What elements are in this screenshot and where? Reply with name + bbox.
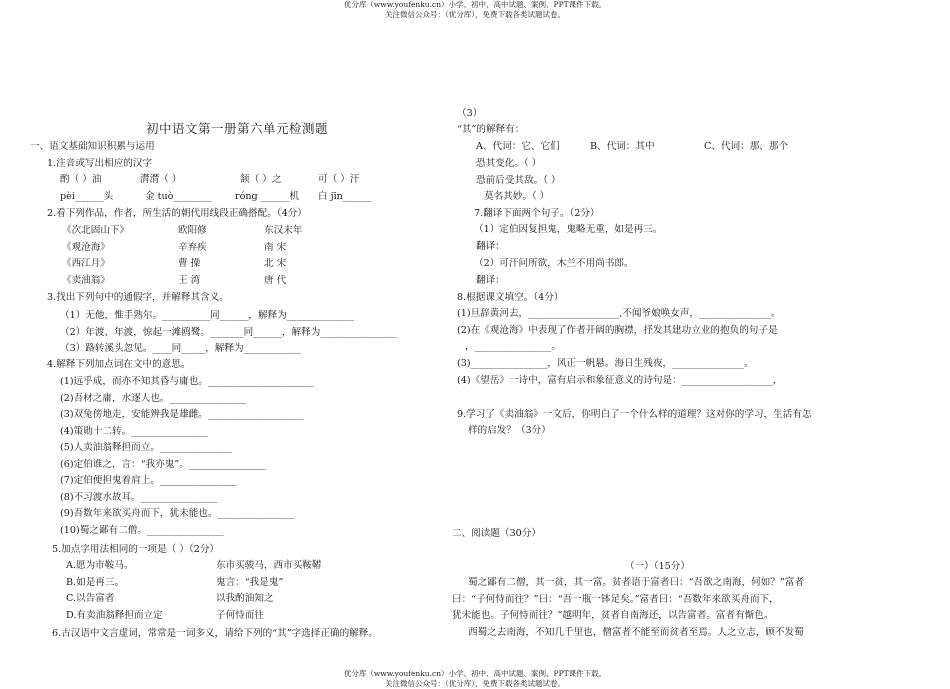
q2-work: 《西江月》 [62,258,110,269]
q2-author: 欧阳修 [178,225,207,236]
q4-item: (8)不习渡水故耳。________________ [60,491,218,503]
q7-sentence-1: （1）定伯因复担鬼，鬼略无重，如是再三。 [474,224,663,235]
page-title: 初中语文第一册第六单元检测题 [146,121,329,136]
section-2-heading: 二、阅读题（30分） [452,528,541,539]
q9-prompt: 9.学习了《卖油翁》一文后，你明白了一个什么样的道理？这对你的学习，生活有怎 [457,409,812,420]
q1-row1-item: 颔（ ）之 [240,174,282,185]
item-number-3: （3） [457,108,483,119]
q3-item: （2）年渡、年渡，惊起一滩鸥鹭。_______同______，解释为________________ [60,326,398,338]
q2-dynasty: 北 宋 [264,258,287,269]
q8-item: ，________________。 [465,341,561,352]
q8-item: (1)旦辞黄河去，___________________,不闻爷娘唤女声，_______________。 [457,308,781,319]
qi-label: “其”的解释有： [457,124,525,135]
q5-prompt: 5.加点字用法相同的一项是（ ）（2分） [52,544,220,555]
q7-prompt: 7.翻译下面两个句子。（2分） [474,208,600,219]
q2-author: 曹 操 [178,258,201,269]
q4-item: (7)定伯便担鬼着肩上。________________ [60,475,237,486]
reading-1-heading: （一）（15分） [625,561,690,572]
passage-line: 犹未能也。子何恃而往？”越明年，贫者自南海还，以告富者。富者有惭色。 [452,610,774,621]
footer-line-2: 关注微信公众号：（优分库），免费下载各类试题试卷。 [385,679,565,688]
q4-item: (5)人卖油翁释担而立。_______________ [60,442,232,453]
q5-option-pair: 子何恃而往 [216,609,264,621]
q1-row2-item: 金 tuò________ [145,191,212,202]
header-line-2: 关注微信公众号：（优分库），免费下载各类试题试卷。 [385,10,565,19]
passage-line: 西蜀之去南海，不知几千里也，僧富者不能至而贫者至焉。人之立志，顾不发蜀 [468,627,804,638]
footer-line-1: 优分库（www.youfenku.cn）小学、初中、高中试题、案例、PPT课件下载。 [343,669,607,678]
q5-option: D.有卖油翁释担而立定 [66,609,163,621]
q5-option: A.愿为市鞍马。 [66,560,134,571]
q1-row1-item: 潸潸（ ） [140,174,182,185]
q4-item: (3)双兔傍地走，安能辨我是雄雌。____________________ [60,409,304,420]
q5-option-pair: 鬼言：“我是鬼” [216,576,284,588]
q5-option-pair: 以我酌油知之 [216,593,274,604]
q8-item: (4)《望岳》一诗中，富有启示和象征意义的诗句是：___________________， [457,375,783,386]
q1-row2-item: róng ______机 [235,191,300,202]
q7-translate-1: 翻译： [476,241,505,252]
q2-work: 《观沧海》 [62,241,110,253]
q1-row1-item: 可（ ）汗 [318,174,360,185]
passage-line: 蜀之鄙有二僧，其一贫，其一富。贫者语于富者曰：“吾欲之南海，何如？”富者 [468,577,804,588]
section-1-heading: 一、语文基础知识积累与运用 [30,141,155,152]
q3-prompt: 3.找出下列句中的通假字，并解释其含义。 [47,292,229,303]
q1-row2-item: 白 jīn______ [318,191,372,202]
q5-option: C.以告富者 [66,593,115,604]
page-footer [0,669,950,689]
q4-item: (1)远乎成，而亦不知其昏与庸也。______________________ [60,376,314,387]
q4-item: (9)吾数年来欲买舟而下，犹未能也。________________ [60,508,295,519]
q5-option-pair: 东市买骏马，西市买鞍鞯 [216,560,322,571]
qi-item: 恐其变化。（ ） [476,158,542,169]
passage-line: 曰：“子何恃而往？”曰：“吾一瓶一钵足矣。”富者曰：“吾数年来欲买舟而下， [452,594,779,605]
q2-work: 《卖油翁》 [62,274,110,286]
header-line-1: 优分库（www.youfenku.cn）小学、初中、高中试题、案例、PPT课件下载。 [343,0,607,9]
qi-item: 恐前后受其敌。（ ） [476,174,561,186]
q2-work: 《次北固山下》 [62,225,130,236]
q4-item: (4)策勋十二转。________________ [60,425,208,437]
page-header [0,0,950,20]
q2-dynasty: 东汉末年 [264,225,303,236]
q6-prompt: 6.古汉语中文言虚词，常常是一词多义，请给下列的“其”字选择正确的解释。 [52,628,378,639]
q1-prompt: 1.注音或写出相应的汉字 [47,158,153,169]
q9-prompt-cont: 样的启发？（3分） [468,425,551,436]
q1-row2-item: pèi______头 [60,191,114,202]
q2-dynasty: 唐 代 [264,274,287,286]
qi-item: 莫名其妙。（ ） [484,191,550,202]
q4-prompt: 4.解释下列加点词在文中的意思。 [47,359,191,370]
q7-translate-2: 翻译： [476,275,505,286]
q5-option: B.如是再三。 [66,576,125,588]
q8-prompt: 8.根据课文填空。（4分） [457,292,564,303]
q2-dynasty: 南 宋 [264,241,287,253]
q7-sentence-2: （2）可汗问所欲，木兰不用尚书郎。 [474,258,634,269]
q2-prompt: 2.看下列作品，作者，所生活的朝代用线段正确搭配。（4分） [47,208,307,219]
q1-row1-item: 酌（ ）油 [60,174,102,185]
q3-item: （3）路转溪头忽见。____同_____，解释为____________ [60,343,302,354]
q2-author: 王 湾 [178,274,201,286]
qi-option: B、代词：其中 [590,141,655,152]
qi-option: C、代词：那、那个 [704,141,789,152]
q8-item: (2)在《观沧海》中表现了作者开阔的胸襟，抒发其建功立业的抱负的句子是 [457,325,778,336]
q4-item: (2)吾材之庸，水逐人也。________________ [60,392,247,404]
q4-item: (10)蜀之鄙有二僧。________________ [60,524,224,536]
q4-item: (6)定伯谁之，言：“我亦鬼”。________________ [60,458,266,470]
q2-author: 辛弃疾 [178,241,207,253]
qi-option: A、代词：它、它们 [476,141,560,152]
q8-item: (3)________________，风正一帆悬。海日生残夜，_______________。 [457,358,754,369]
q3-item: （1）无他，惟手熟尔。__________同______，解释为______________ [60,310,354,321]
